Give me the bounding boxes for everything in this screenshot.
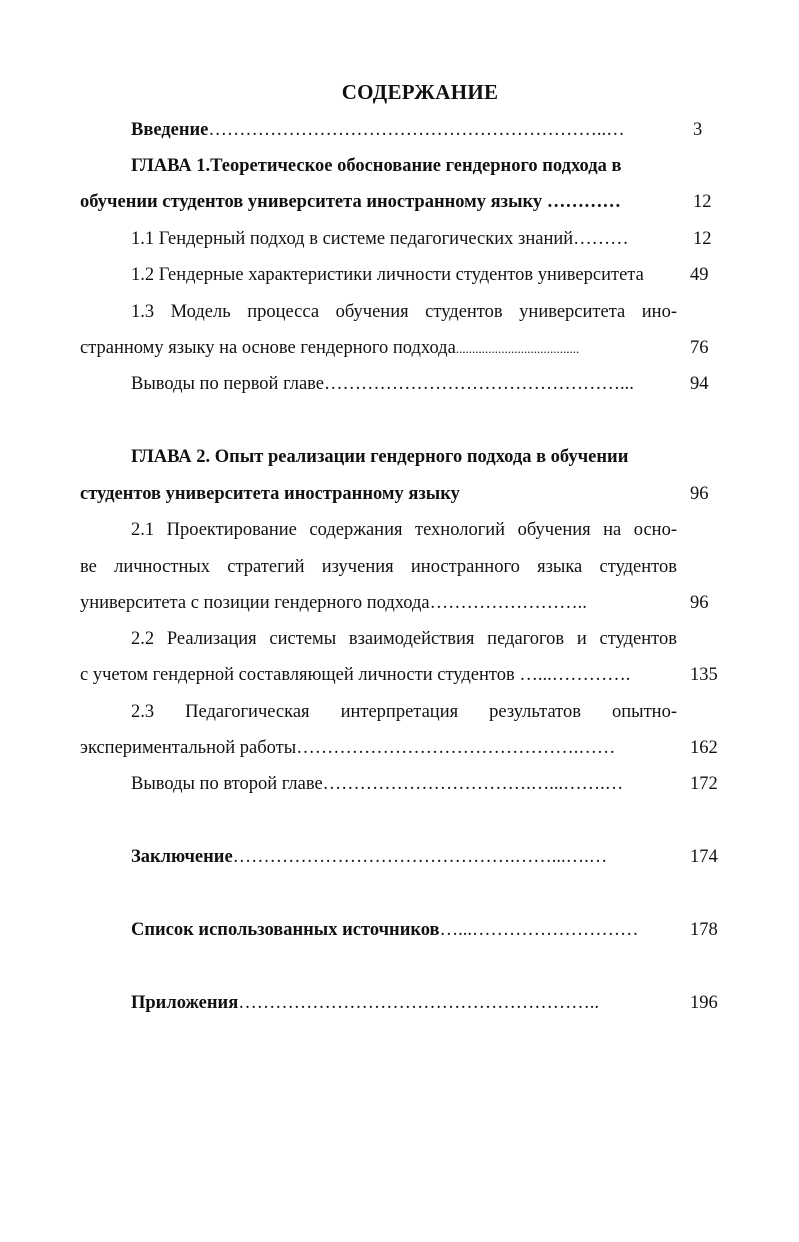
toc-entry-label: обучении студентов университета иностранному языку bbox=[80, 192, 543, 212]
toc-page-number: 196 bbox=[690, 993, 718, 1013]
toc-page-number: 12 bbox=[693, 229, 712, 249]
toc-dot-leader: …………………………….…...…….… bbox=[322, 774, 624, 794]
toc-conclusions-chapter-1[interactable] bbox=[131, 372, 676, 396]
toc-dot-leader: …………………….. bbox=[429, 593, 587, 613]
toc-page-number: 96 bbox=[690, 484, 709, 504]
toc-page-number: 94 bbox=[690, 374, 709, 394]
toc-conclusions-chapter-2[interactable] bbox=[131, 772, 676, 796]
toc-dot-leader: ……………………………………….…… bbox=[296, 738, 616, 758]
toc-section-2-1-line3[interactable] bbox=[80, 591, 676, 615]
toc-entry-label: Приложения bbox=[131, 993, 239, 1013]
toc-section-1-3-line1[interactable]: 1.3 Модель процесса обучения студентов университета ино- bbox=[131, 302, 677, 322]
toc-dot-leader: ………………………………………………….. bbox=[238, 993, 599, 1013]
toc-section-2-3-line1[interactable]: 2.3 Педагогическая интерпретация результатов опытно- bbox=[131, 702, 677, 722]
toc-section-2-1-line2[interactable]: ве личностных стратегий изучения иностранного языка студентов bbox=[80, 557, 677, 577]
toc-chapter-2-line1[interactable]: ГЛАВА 2. Опыт реализации гендерного подхода в обучении bbox=[131, 447, 629, 467]
toc-entry-label: Выводы по первой главе bbox=[131, 374, 325, 394]
toc-page-number: 3 bbox=[693, 120, 703, 140]
toc-entry-label: Список использованных источников bbox=[131, 920, 440, 940]
toc-dot-leader: ………… bbox=[542, 192, 621, 212]
toc-dot-leader: ……… bbox=[573, 229, 629, 249]
toc-entry-label: странному языку на основе гендерного подхода bbox=[80, 338, 456, 358]
toc-page-number: 174 bbox=[690, 847, 718, 867]
toc-entry-references[interactable] bbox=[131, 918, 676, 942]
toc-dot-leader: ………………………………………………………..… bbox=[208, 120, 625, 140]
toc-page-number: 49 bbox=[690, 265, 709, 285]
toc-page-number: 76 bbox=[690, 338, 709, 358]
toc-dot-leader: ...................................... bbox=[455, 341, 580, 356]
toc-page-number: 12 bbox=[693, 192, 712, 212]
toc-section-2-1-line1[interactable]: 2.1 Проектирование содержания технологий обучения на осно- bbox=[131, 520, 677, 540]
toc-entry-label: экспериментальной работы bbox=[80, 738, 297, 758]
toc-entry-introduction[interactable] bbox=[131, 118, 679, 142]
toc-dot-leader: …...……………………… bbox=[439, 920, 639, 940]
toc-page-number: 162 bbox=[690, 738, 718, 758]
page-title: СОДЕРЖАНИЕ bbox=[341, 80, 499, 104]
toc-chapter-1-line1[interactable]: ГЛАВА 1.Теоретическое обоснование гендерного подхода в bbox=[131, 156, 622, 176]
toc-entry-label: университета с позиции гендерного подхода bbox=[80, 593, 430, 613]
toc-dot-leader: …………………………………………... bbox=[324, 374, 634, 394]
toc-section-2-2-line2[interactable] bbox=[80, 663, 676, 687]
toc-chapter-2-line2[interactable]: студентов университета иностранному языку bbox=[80, 484, 460, 504]
toc-dot-leader: …...…………. bbox=[514, 665, 631, 685]
toc-section-1-3-line2[interactable] bbox=[80, 336, 676, 361]
toc-section-2-3-line2[interactable] bbox=[80, 736, 676, 760]
toc-section-2-2-line1[interactable]: 2.2 Реализация системы взаимодействия педагогов и студентов bbox=[131, 629, 677, 649]
toc-entry-label: 1.1 Гендерный подход в системе педагогических знаний bbox=[131, 229, 574, 249]
toc-page-number: 135 bbox=[690, 665, 718, 685]
toc-page-number: 172 bbox=[690, 774, 718, 794]
toc-entry-conclusion[interactable] bbox=[131, 845, 676, 869]
toc-chapter-1-line2[interactable] bbox=[80, 190, 676, 214]
toc-page-number: 178 bbox=[690, 920, 718, 940]
toc-section-1-1[interactable] bbox=[131, 227, 679, 251]
toc-entry-appendices[interactable] bbox=[131, 991, 676, 1015]
toc-entry-label: Выводы по второй главе bbox=[131, 774, 323, 794]
toc-page-number: 96 bbox=[690, 593, 709, 613]
toc-section-1-2[interactable]: 1.2 Гендерные характеристики личности студентов университета bbox=[131, 265, 644, 285]
toc-entry-label: Введение bbox=[131, 120, 209, 140]
toc-entry-label: с учетом гендерной составляющей личности студентов bbox=[80, 665, 515, 685]
toc-entry-label: Заключение bbox=[131, 847, 233, 867]
toc-dot-leader: ……………………………………….……...….… bbox=[232, 847, 608, 867]
